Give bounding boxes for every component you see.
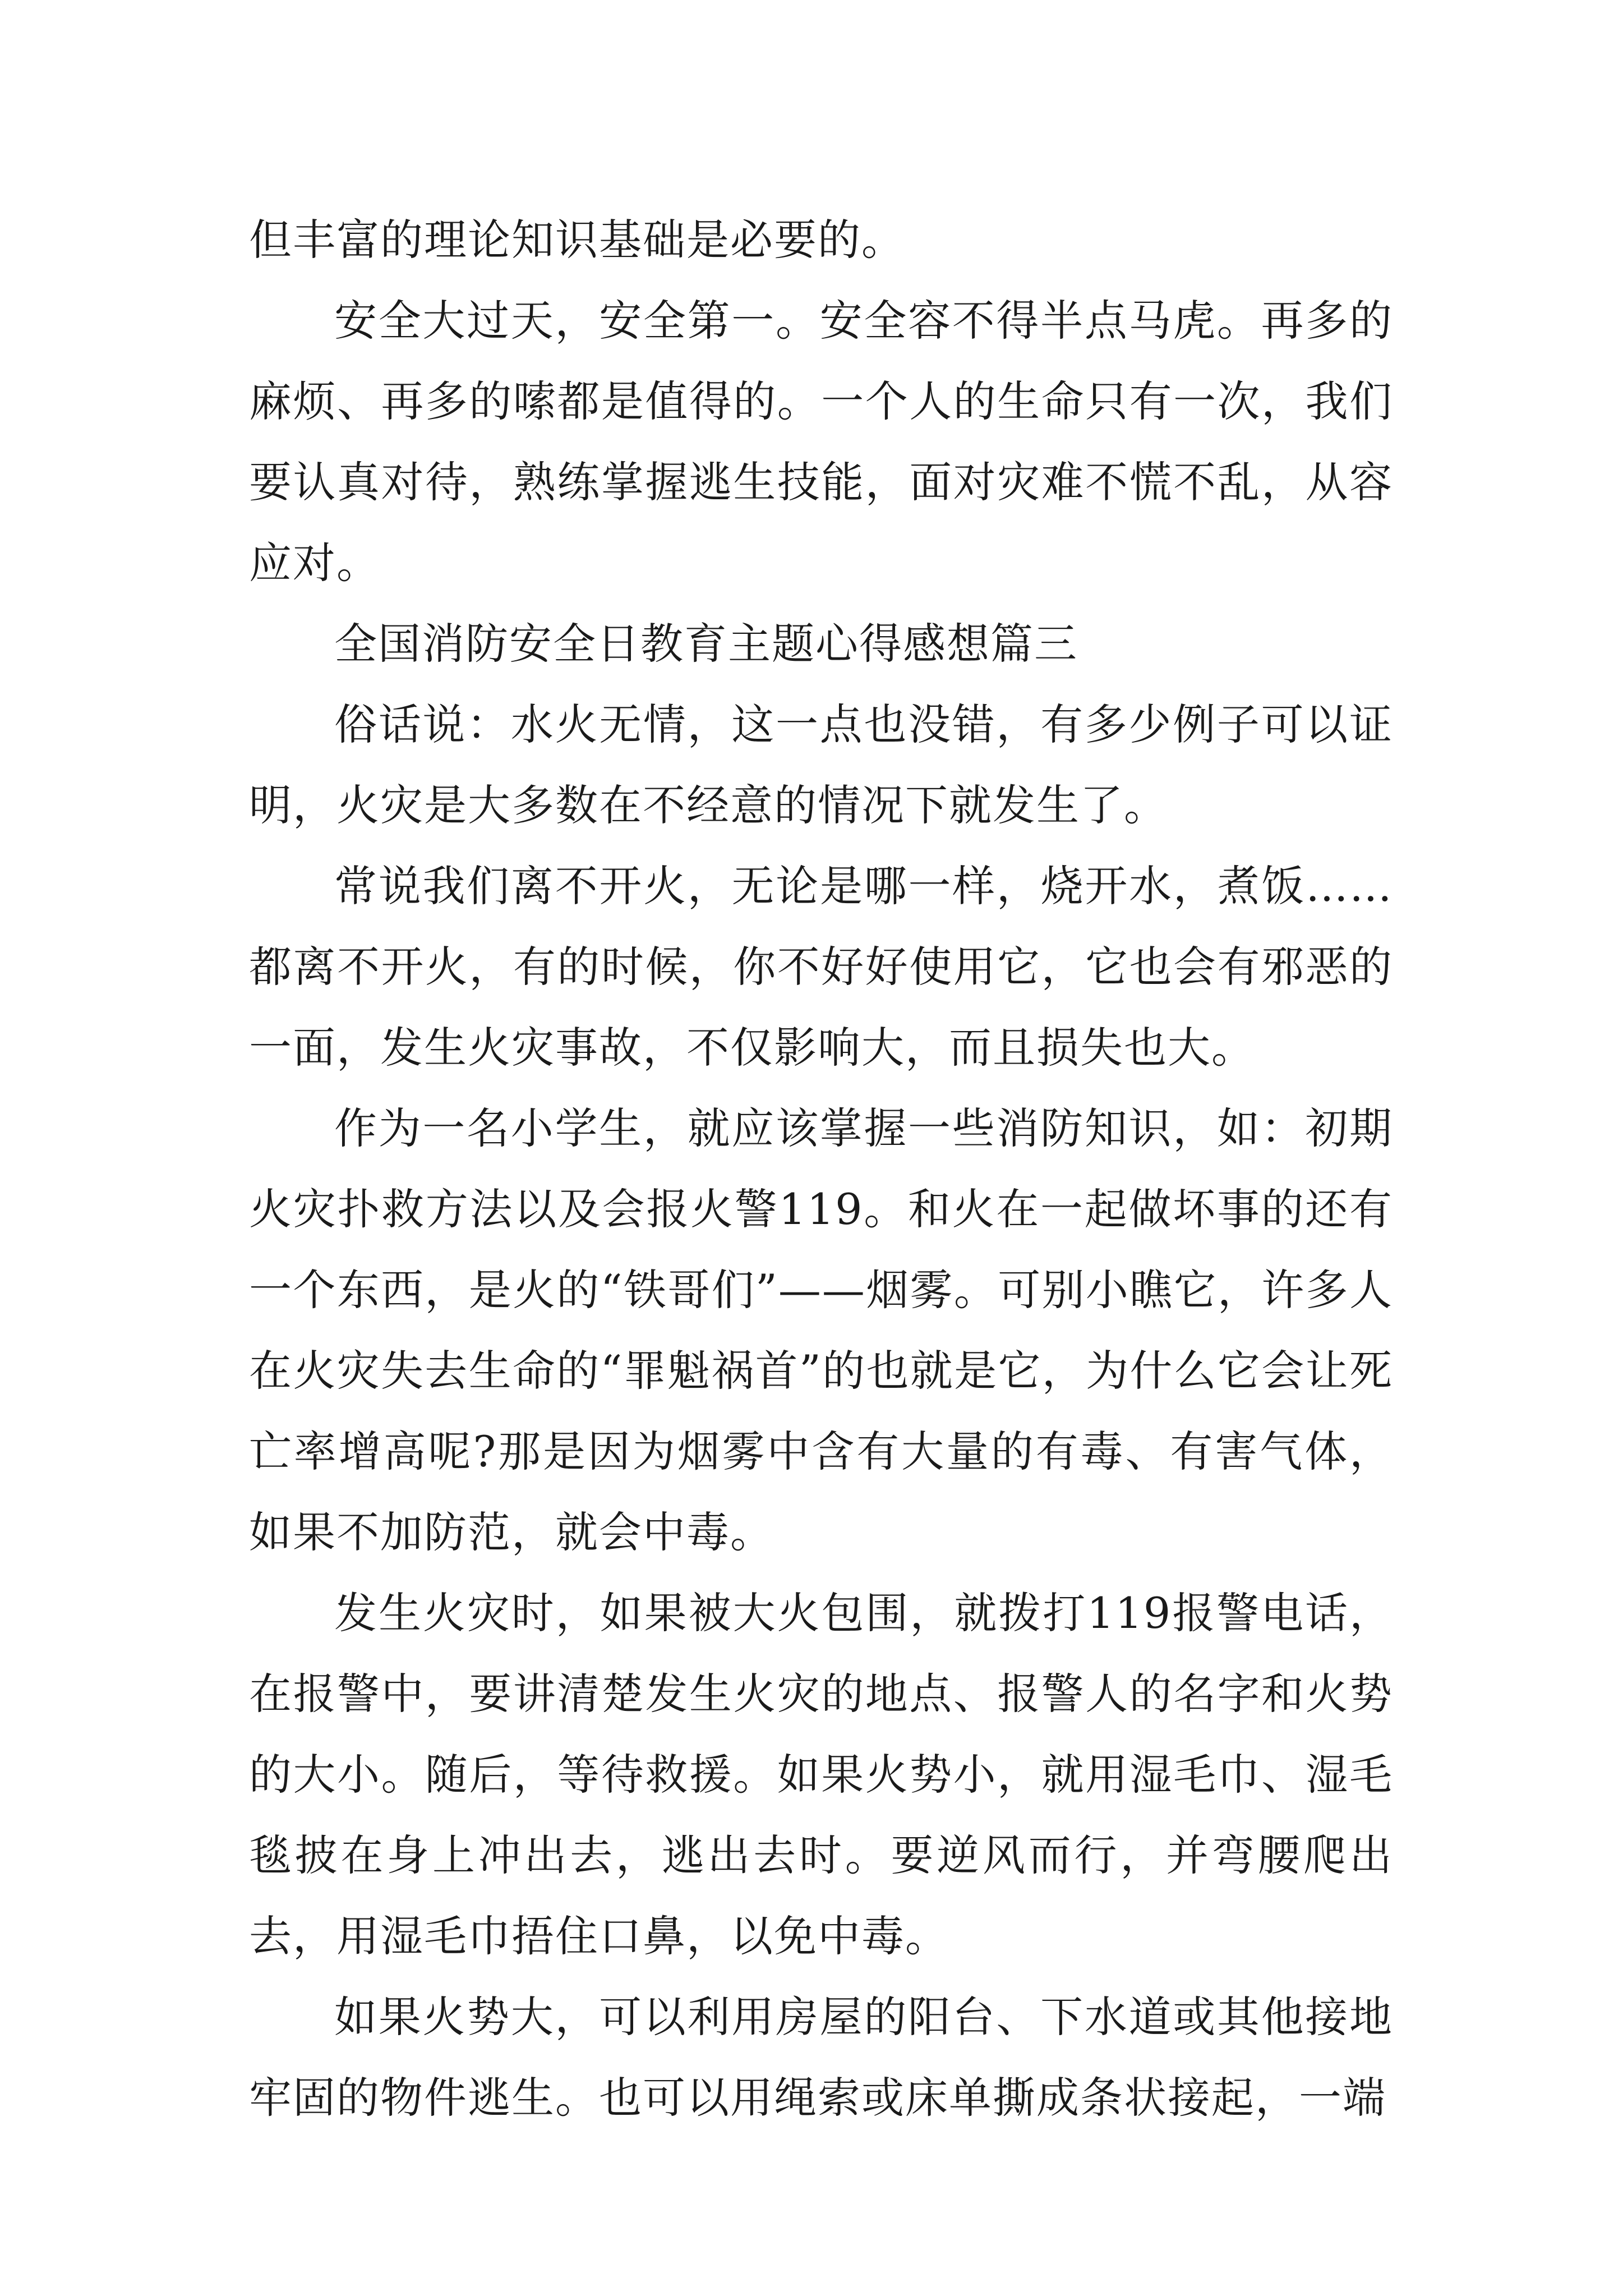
paragraph-6: 发生火灾时，如果被大火包围，就拨打119报警电话，在报警中，要讲清楚发生火灾的地点、报警人的名字和火势的大小。随后，等待救援。如果火势小，就用湿毛巾、湿毛毯披在身上冲出去，逃出去时。要逆风而行，并弯腰爬出去，用湿毛巾捂住口鼻，以免中毒。 [249, 1588, 1393, 1961]
paragraph-5: 作为一名小学生，就应该掌握一些消防知识，如：初期火灾扑救方法以及会报火警119。和火在一起做坏事的还有一个东西，是火的“铁哥们”——烟雾。可别小瞧它，许多人在火灾失去生命的“罪魁祸首”的也就是它，为什么它会让死亡率增高呢?那是因为烟雾中含有大量的有毒、有害气体，如果不加防范，就会中毒。 [249, 1103, 1393, 1557]
paragraph-3: 俗话说：水火无情，这一点也没错，有多少例子可以证明，火灾是大多数在不经意的情况下就发生了。 [249, 700, 1393, 830]
paragraph-4: 常说我们离不开火，无论是哪一样，烧开水，煮饭……都离不开火，有的时候，你不好好使用它，它也会有邪恶的一面，发生火灾事故，不仅影响大，而且损失也大。 [249, 861, 1393, 1073]
document-body [249, 200, 1393, 2138]
section-heading: 全国消防安全日教育主题心得感想篇三 [334, 619, 1078, 669]
paragraph-1: 但丰富的理论知识基础是必要的。 [249, 215, 905, 265]
paragraph-2: 安全大过天，安全第一。安全容不得半点马虎。再多的麻烦、再多的嗦都是值得的。一个人的生命只有一次，我们要认真对待，熟练掌握逃生技能，面对灾难不慌不乱，从容应对。 [249, 296, 1393, 588]
paragraph-7: 如果火势大，可以利用房屋的阳台、下水道或其他接地牢固的物件逃生。也可以用绳索或床单撕成条状接起，一端 [249, 1992, 1393, 2123]
